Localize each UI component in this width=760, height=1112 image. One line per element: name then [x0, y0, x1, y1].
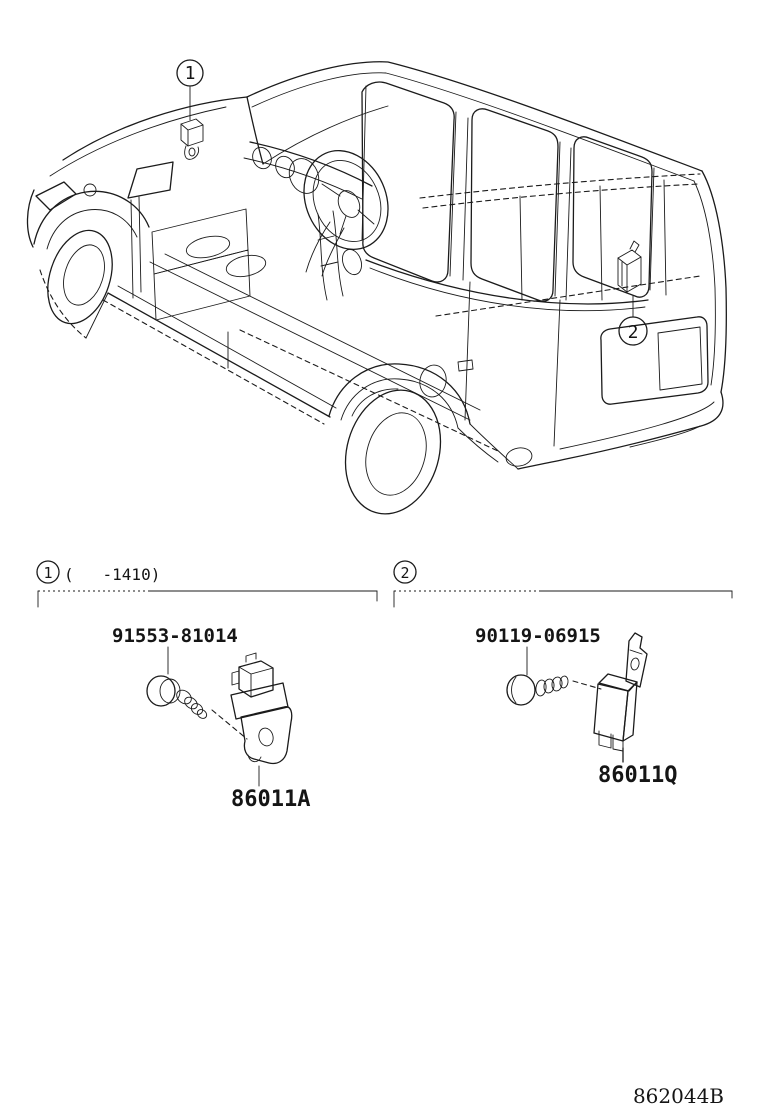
clock-sensor-glyph	[181, 119, 203, 159]
part-86011Q-glyph	[594, 633, 647, 751]
dashboard	[244, 142, 372, 300]
headlight	[36, 182, 96, 210]
group-1-callout-number: 1	[43, 564, 53, 582]
callout-1-number: 1	[184, 63, 196, 84]
vehicle-line-art	[27, 62, 726, 525]
callout-2-number: 2	[627, 322, 639, 343]
group-1-part-number: 86011A	[231, 787, 311, 812]
group-1-fastener-number: 91553-81014	[112, 625, 238, 647]
rear-relay-glyph	[618, 241, 641, 292]
front-vent-window	[128, 162, 228, 368]
group-2-callout-number: 2	[400, 564, 410, 582]
far-side-hidden-lines	[420, 174, 700, 316]
rear-wheel	[329, 364, 518, 525]
group-2-bracket	[394, 591, 732, 607]
group-2-section	[394, 561, 732, 788]
group-2-part-number: 86011Q	[598, 763, 678, 788]
footer-drawing-code: 862044B	[632, 1084, 724, 1108]
group-1-bracket	[38, 591, 377, 607]
part-86011A-glyph	[231, 653, 292, 764]
group-1-screw-glyph	[147, 676, 208, 720]
vehicle-callout-2	[618, 241, 647, 345]
group-2-bolt-glyph	[507, 675, 569, 705]
license-plate-recess	[601, 317, 708, 404]
group-1-section	[37, 561, 377, 812]
vehicle-callout-1	[177, 60, 203, 159]
interior-floor-seats	[152, 209, 268, 320]
group-2-fastener-number: 90119-06915	[475, 625, 601, 647]
front-wheel	[34, 191, 149, 332]
body-details	[417, 363, 533, 468]
group-1-applicability: ( -1410)	[64, 565, 161, 584]
